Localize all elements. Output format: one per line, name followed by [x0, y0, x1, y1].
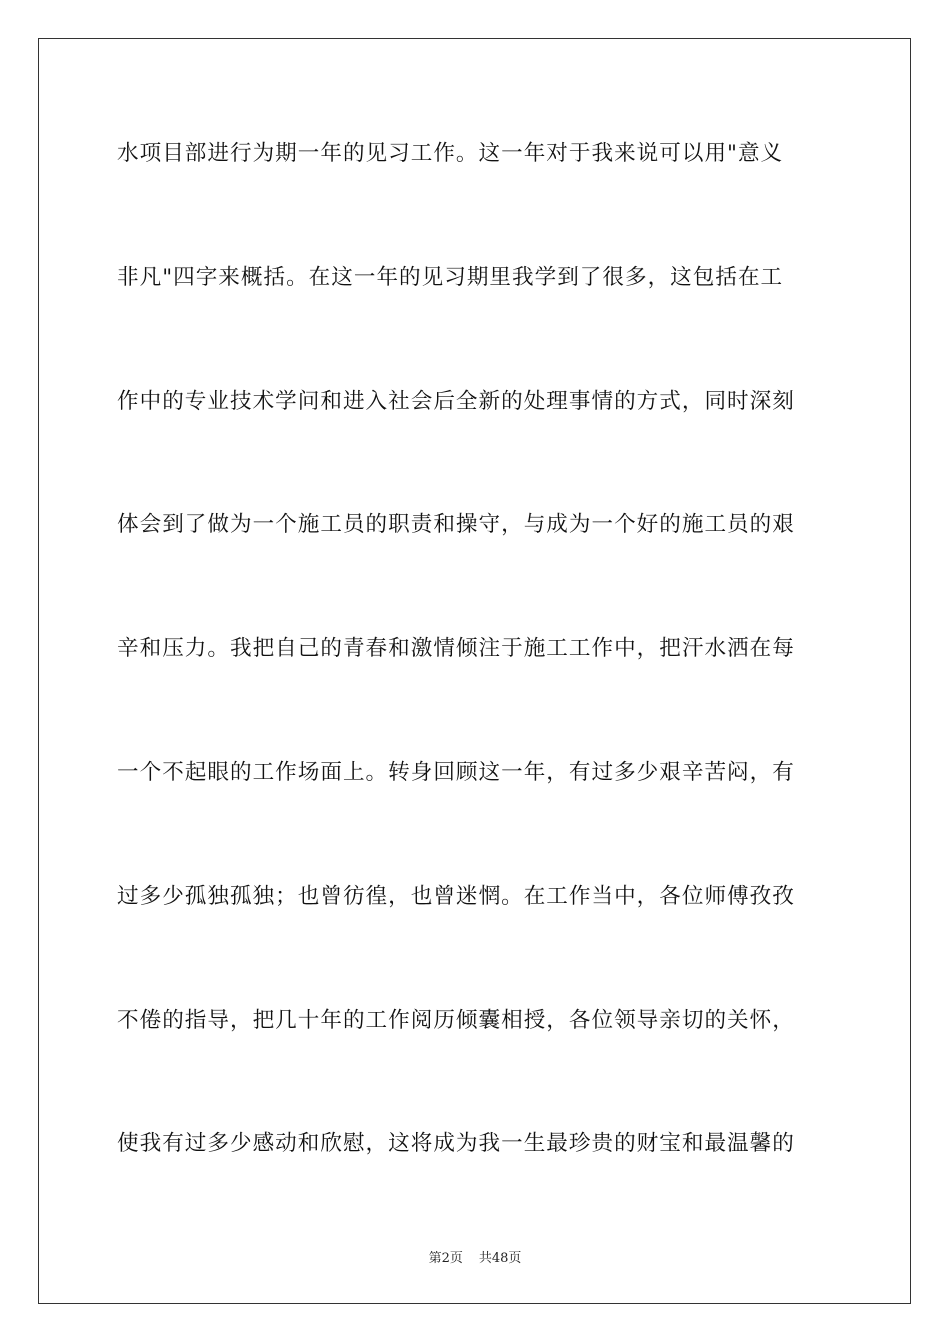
body-text — [117, 124, 833, 1238]
body-line: 作中的专业技术学问和进入社会后全新的处理事情的方式，同时深刻 — [117, 388, 795, 414]
body-line: 体会到了做为一个施工员的职责和操守，与成为一个好的施工员的艰 — [117, 512, 795, 538]
body-line: 不倦的指导，把几十年的工作阅历倾囊相授，各位领导亲切的关怀， — [117, 1007, 795, 1033]
total-page-count: 共48页 — [478, 1251, 522, 1266]
current-page-number: 第2页 — [428, 1251, 463, 1266]
body-line: 水项目部进行为期一年的见习工作。这一年对于我来说可以用"意义 — [117, 141, 784, 166]
body-line: 过多少孤独孤独；也曾彷徨，也曾迷惘。在工作当中，各位师傅孜孜 — [117, 883, 795, 909]
body-line: 非凡"四字来概括。在这一年的见习期里我学到了很多，这包括在工 — [117, 264, 784, 290]
page-footer — [0, 1247, 950, 1266]
body-line: 一个不起眼的工作场面上。转身回顾这一年，有过多少艰辛苦闷，有 — [117, 759, 795, 785]
body-line: 辛和压力。我把自己的青春和激情倾注于施工工作中，把汗水洒在每 — [117, 636, 795, 662]
body-line: 使我有过多少感动和欣慰，这将成为我一生最珍贵的财宝和最温馨的 — [117, 1131, 795, 1157]
